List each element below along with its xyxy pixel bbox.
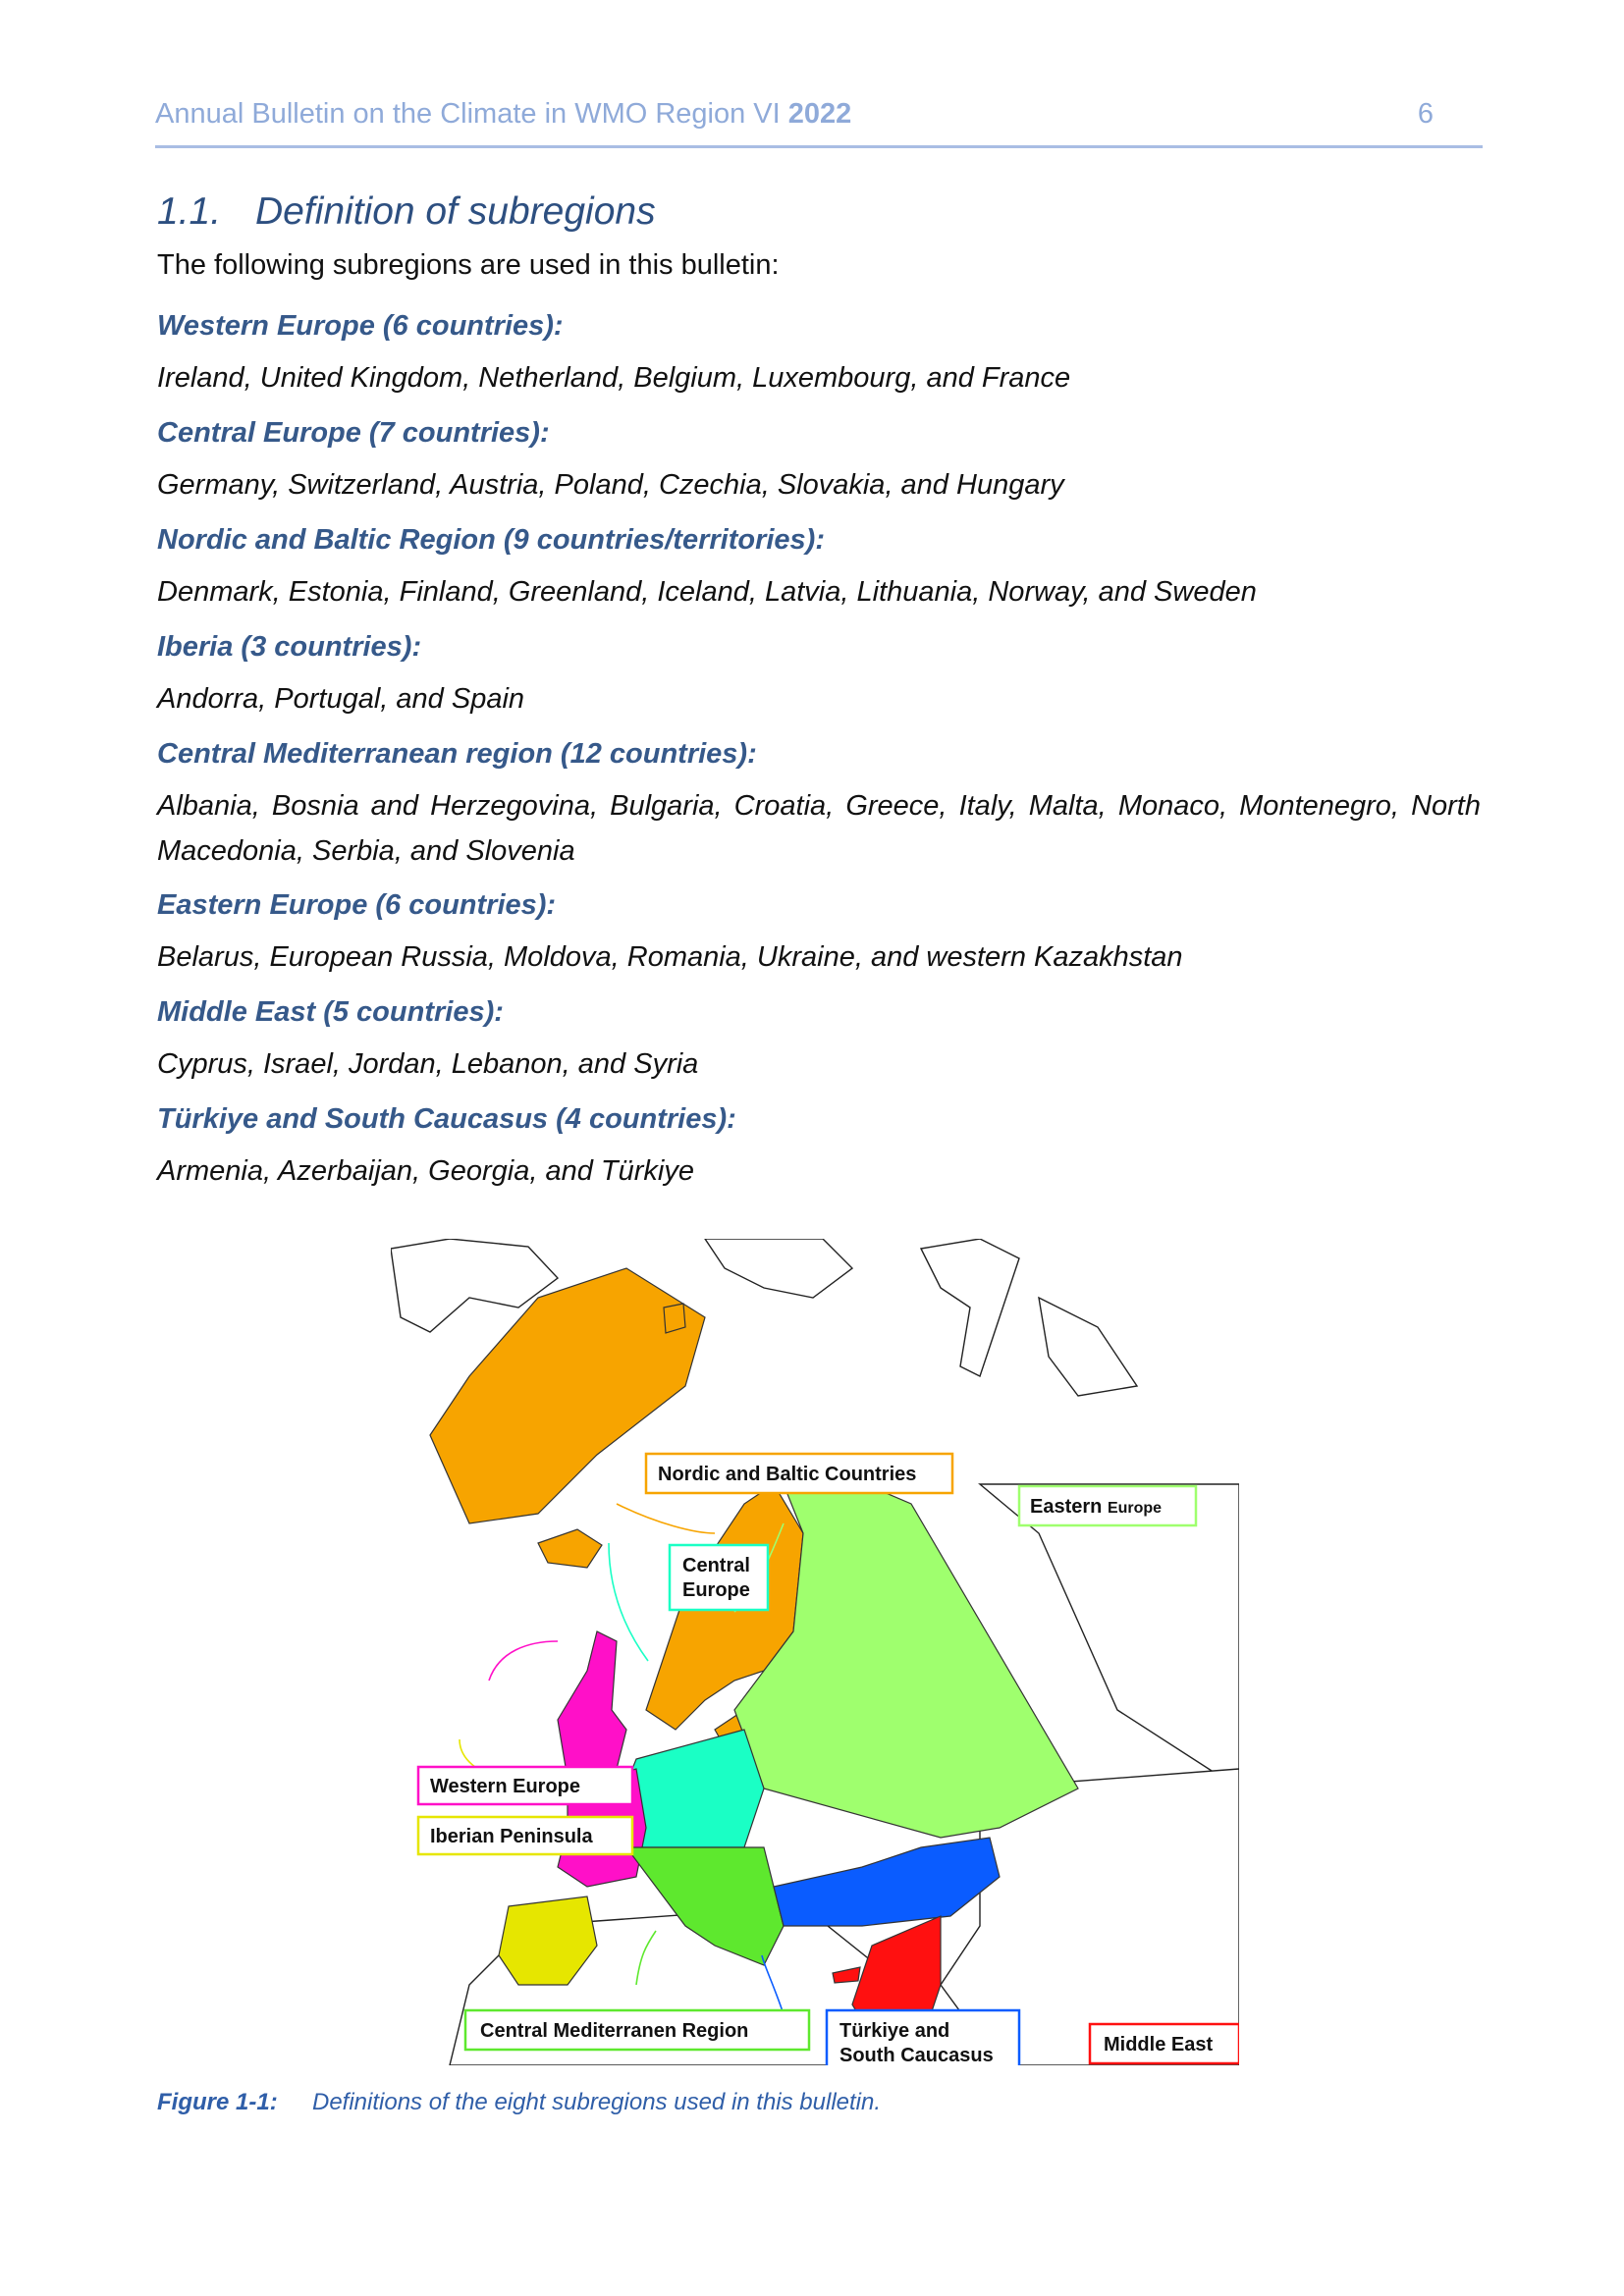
region-title: Türkiye and South Caucasus (4 countries): <box>157 1103 736 1135</box>
map-label-turkiye-line1: Türkiye and <box>839 2020 950 2042</box>
map-label-eastern <box>1019 1486 1196 1525</box>
region-title: Eastern Europe (6 countries): <box>157 889 557 921</box>
region-nordic-baltic <box>157 524 1481 614</box>
region-central-europe <box>157 417 1481 507</box>
map-label-turkiye <box>827 2010 1019 2065</box>
region-central-mediterranean <box>157 738 1481 874</box>
region-turkiye-caucasus <box>157 1103 1481 1194</box>
region-iberia <box>157 631 1481 721</box>
region-title: Nordic and Baltic Region (9 countries/territories): <box>157 524 825 556</box>
map-label-middle-east <box>1090 2024 1239 2063</box>
map-label-iberian-text: Iberian Peninsula <box>430 1826 593 1847</box>
region-countries: Armenia, Azerbaijan, Georgia, and Türkiye <box>157 1155 694 1187</box>
map-label-central-line1: Central <box>682 1555 750 1576</box>
map-label-eastern-main: Eastern <box>1030 1496 1103 1518</box>
caption-text: Definitions of the eight subregions used in this bulletin. <box>312 2089 882 2115</box>
region-shape-svalbard <box>664 1304 685 1333</box>
region-countries: Belarus, European Russia, Moldova, Romania, Ukraine, and western Kazakhstan <box>157 941 1183 973</box>
map-label-central <box>670 1545 768 1610</box>
map-label-nordic-text: Nordic and Baltic Countries <box>658 1464 917 1485</box>
region-countries: Cyprus, Israel, Jordan, Lebanon, and Syria <box>157 1048 699 1080</box>
header-title-text: Annual Bulletin on the Climate in WMO Region VI <box>155 98 781 130</box>
section-title: Definition of subregions <box>255 190 656 233</box>
region-title: Iberia (3 countries): <box>157 631 422 663</box>
region-title: Central Europe (7 countries): <box>157 417 550 449</box>
region-countries: Andorra, Portugal, and Spain <box>157 683 525 715</box>
subregions-map-figure <box>391 1239 1239 2065</box>
map-label-eastern-small: Europe <box>1107 1500 1163 1517</box>
map-label-middle-east-text: Middle East <box>1104 2034 1214 2056</box>
map-label-western <box>418 1767 632 1804</box>
svg-text:Eastern Europe <box>1030 1496 1162 1518</box>
region-countries: Germany, Switzerland, Austria, Poland, Czechia, Slovakia, and Hungary <box>157 469 1064 501</box>
region-countries: Denmark, Estonia, Finland, Greenland, Iceland, Latvia, Lithuania, Norway, and Sweden <box>157 576 1257 608</box>
region-countries: Ireland, United Kingdom, Netherland, Belgium, Luxembourg, and France <box>157 362 1071 394</box>
section-heading <box>157 190 656 234</box>
page-header <box>155 94 1483 148</box>
map-label-nordic <box>646 1454 952 1493</box>
region-middle-east <box>157 996 1481 1087</box>
page-number: 6 <box>1417 98 1434 130</box>
map-label-western-text: Western Europe <box>430 1776 580 1797</box>
map-label-central-line2: Europe <box>682 1579 750 1601</box>
map-label-turkiye-line2: South Caucasus <box>839 2045 994 2065</box>
intro-text: The following subregions are used in this bulletin: <box>157 249 780 281</box>
map-label-cmed-text: Central Mediterranen Region <box>480 2020 749 2042</box>
map-label-iberian <box>418 1817 632 1854</box>
section-number: 1.1. <box>157 190 222 233</box>
region-title: Middle East (5 countries): <box>157 996 504 1028</box>
header-year: 2022 <box>787 98 852 130</box>
header-title <box>155 98 851 131</box>
caption-label: Figure 1-1: <box>157 2089 278 2115</box>
region-countries: Albania, Bosnia and Herzegovina, Bulgaria, Croatia, Greece, Italy, Malta, Monaco, Montenegro, North Macedonia, Serbia, and Slovenia <box>157 790 1481 867</box>
region-western-europe <box>157 310 1481 400</box>
region-title: Western Europe (6 countries): <box>157 310 564 342</box>
figure-caption <box>157 2089 881 2116</box>
region-eastern-europe <box>157 889 1481 980</box>
map-label-cmed <box>465 2010 809 2050</box>
region-title: Central Mediterranean region (12 countries): <box>157 738 757 770</box>
subregions-map <box>391 1239 1239 2065</box>
